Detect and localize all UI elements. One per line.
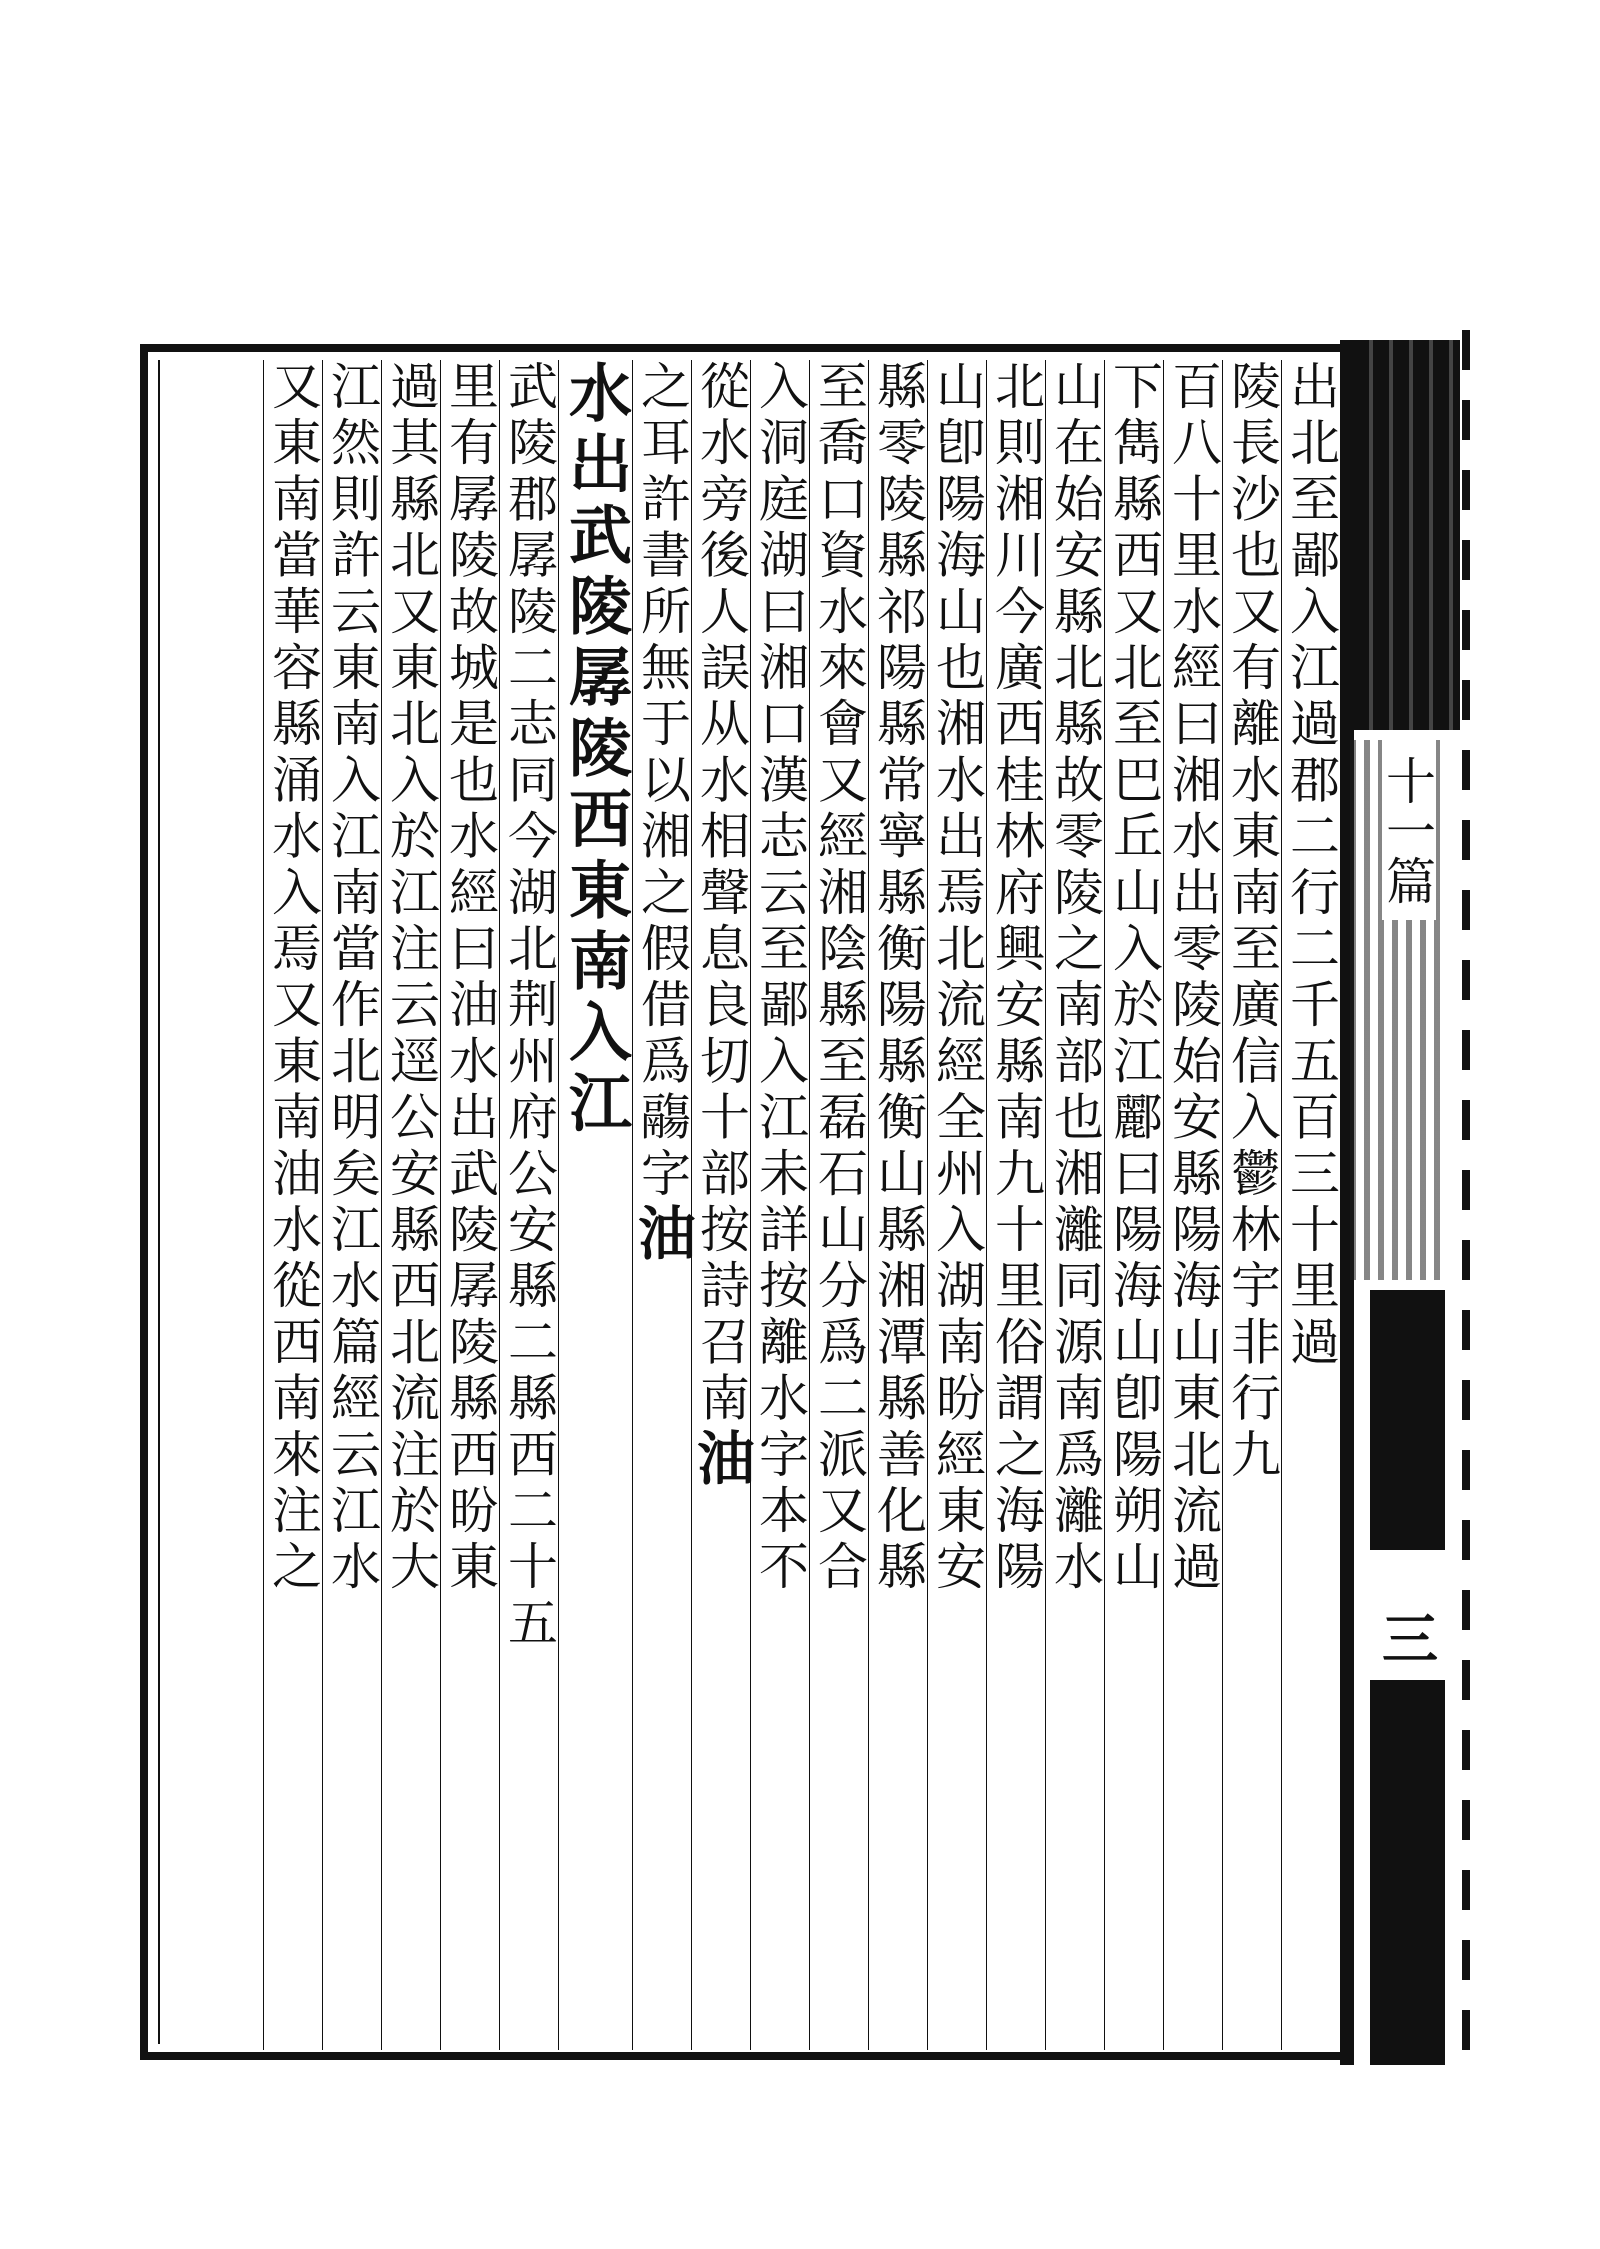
text-column-1: 出北至鄙入江過郡二行二千五百三十里過	[1281, 360, 1340, 2050]
text-column-8: 縣零陵縣祁陽縣常寧縣衡陽縣衡山縣湘潭縣善化縣	[868, 360, 927, 2050]
text-column-4: 下雋縣西又北至巴丘山入於江酈曰陽海山卽陽朔山	[1104, 360, 1163, 2050]
headword-column: 水出武陵孱陵西東南入江	[558, 360, 632, 2050]
chapter-label: 十一篇	[1382, 740, 1436, 920]
text-column-3: 百八十里水經曰湘水出零陵始安縣陽海山東北流過	[1163, 360, 1222, 2050]
page-number: 三	[1382, 1607, 1438, 1673]
column-12-head: 之耳許書所無	[633, 360, 691, 698]
text-column-14: 武陵郡孱陵二志同今湖北荆州府公安縣二縣西二十五	[499, 360, 558, 2050]
text-column-2: 陵長沙也又有離水東南至廣信入鬱林宇非行九	[1222, 360, 1281, 2050]
text-column-9: 至喬口資水來會又經湘陰縣至磊石山分爲二派又合	[809, 360, 868, 2050]
text-column-18: 又東南當華容縣涌水入焉又東南油水從西南來注之	[263, 360, 322, 2050]
seal-script-character: 油	[687, 1427, 755, 1493]
strip-block-1	[1370, 1290, 1445, 1550]
text-column-11	[687, 360, 755, 2050]
text-column-6: 北則湘川今廣西桂林府興安縣南九十里俗謂之海陽	[986, 360, 1045, 2050]
fish-tail-top	[1340, 340, 1460, 730]
strip-block-2	[1370, 1680, 1445, 2065]
text-columns	[160, 360, 1340, 2050]
column-11-head: 從水旁後人誤从水相聲息良切十部按詩召南	[692, 360, 750, 1428]
text-column-12	[628, 360, 696, 2050]
center-fold-strip	[1340, 340, 1460, 2065]
text-column-10: 入洞庭湖曰湘口漢志云至鄙入江未詳按離水字本不	[750, 360, 809, 2050]
text-column-17: 江然則許云東南入江南當作北明矣江水篇經云江水	[322, 360, 381, 2050]
text-column-16: 過其縣北又東北入於江注云逕公安縣西北流注於大	[381, 360, 440, 2050]
column-12-tail: 于以湘之假借爲鬺字	[633, 697, 691, 1204]
text-column-15: 里有孱陵故城是也水經曰油水出武陵孱陵縣西昐東	[440, 360, 499, 2050]
right-edge-marks	[1462, 330, 1470, 2060]
text-column-5: 山在始安縣北縣故零陵之南部也湘灕同源南爲灕水	[1045, 360, 1104, 2050]
text-column-7: 山卽陽海山也湘水出焉北流經全州入湖南昐經東安	[927, 360, 986, 2050]
headword-you: 油	[628, 1203, 696, 1268]
